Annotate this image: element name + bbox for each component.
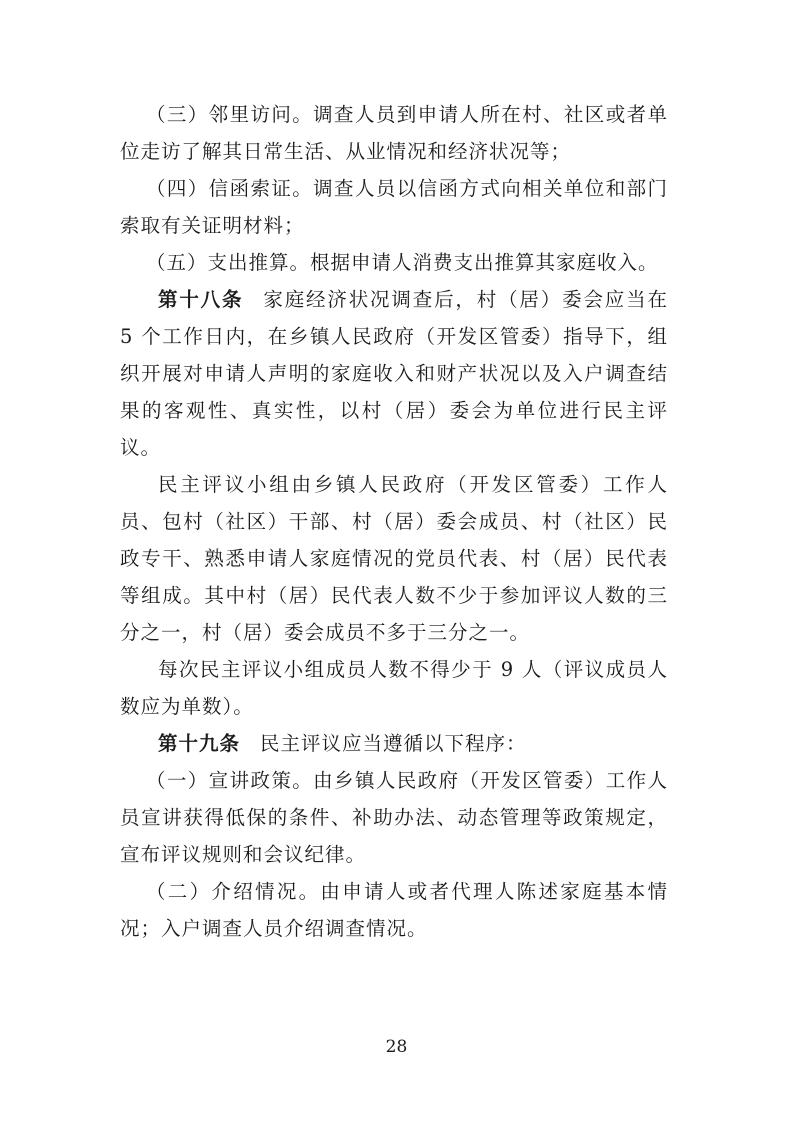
paragraph-policy-briefing: （一）宣讲政策。由乡镇人民政府（开发区管委）工作人员宣讲获得低保的条件、补助办法、动态管理等政策规定，宣布评议规则和会议纪律。: [120, 769, 668, 866]
article-19: 第十九条 民主评议应当遵循以下程序：: [158, 732, 527, 755]
paragraph-review-panel: 民主评议小组由乡镇人民政府（开发区管委）工作人员、包村（社区）干部、村（居）委会成员、村（社区）民政专干、熟悉申请人家庭情况的党员代表、村（居）民代表等组成。其中村（居）民代表人数不少于参加评议人数的三分之一，村（居）委会成员不多于三分之一。: [120, 473, 668, 644]
paragraph-expenditure-estimate: （五）支出推算。根据申请人消费支出推算其家庭收入。: [146, 251, 659, 274]
page-number: 28: [385, 1037, 408, 1057]
article-18: 第十八条 家庭经济状况调查后，村（居）委会应当在 5 个工作日内，在乡镇人民政府（开发区管委）指导下，组织开展对申请人声明的家庭收入和财产状况以及入户调查结果的客观性、真实性，以村（居）委会为单位进行民主评议。: [120, 288, 668, 459]
paragraph-neighbor-visit: （三）邻里访问。调查人员到申请人所在村、社区或者单位走访了解其日常生活、从业情况和经济状况等；: [120, 103, 668, 163]
page-body: [120, 96, 668, 947]
article-18-heading: 第十八条: [158, 288, 244, 311]
paragraph-panel-size: 每次民主评议小组成员人数不得少于 9 人（评议成员人数应为单数）。: [120, 658, 668, 718]
article-19-heading: 第十九条: [158, 732, 241, 755]
paragraph-letter-inquiry: （四）信函索证。调查人员以信函方式向相关单位和部门索取有关证明材料；: [120, 177, 668, 237]
paragraph-situation-intro: （二）介绍情况。由申请人或者代理人陈述家庭基本情况；入户调查人员介绍调查情况。: [120, 880, 668, 940]
